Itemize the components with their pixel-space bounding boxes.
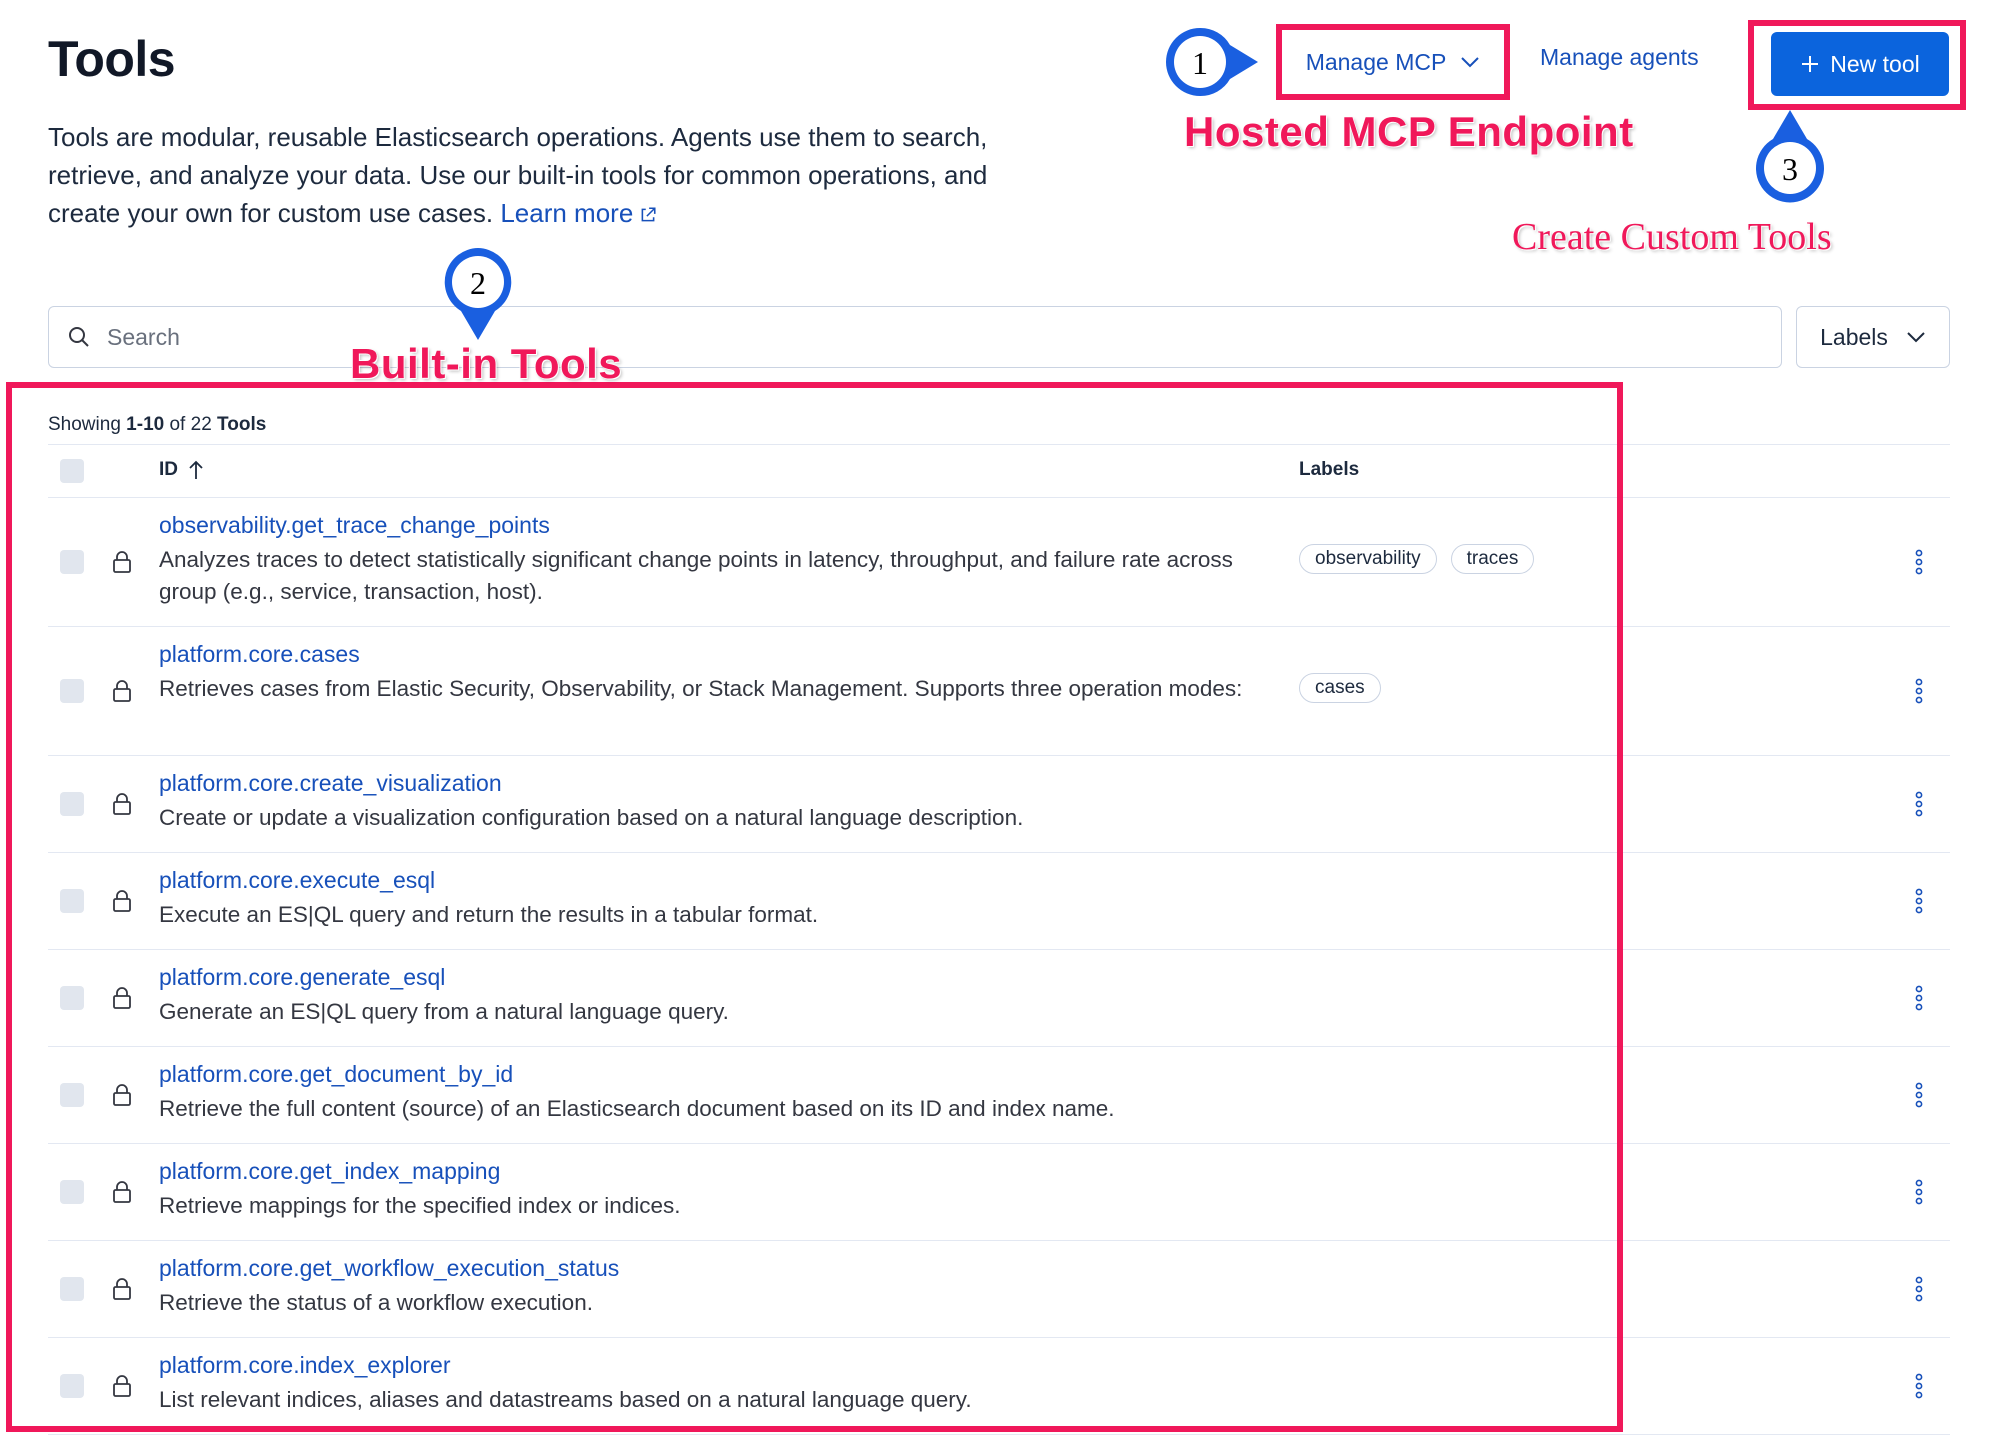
marker-2-number: 2 — [470, 265, 486, 301]
annotation-box-built-in-tools — [6, 382, 1623, 1432]
annotation-label-custom-tools: Create Custom Tools — [1512, 216, 1832, 258]
tool-id-link[interactable]: platform.core.get_document_by_id — [159, 1061, 514, 1087]
search-box — [48, 306, 1782, 368]
external-link-icon — [639, 206, 657, 224]
marker-1-number: 1 — [1192, 45, 1208, 81]
row-actions-kebab-icon[interactable] — [1914, 1373, 1924, 1399]
tool-description: Create or update a visualization configuration based on a natural language description. — [159, 805, 1024, 830]
annotation-label-hosted-mcp: Hosted MCP Endpoint — [1184, 108, 1634, 155]
showing-prefix: Showing — [48, 414, 121, 435]
row-actions-kebab-icon[interactable] — [1914, 985, 1924, 1011]
annotation-box-new-tool — [1748, 20, 1966, 110]
search-input[interactable] — [105, 323, 1709, 352]
tool-description: Generate an ES|QL query from a natural language query. — [159, 999, 729, 1024]
row-actions-kebab-icon[interactable] — [1914, 791, 1924, 817]
tool-description: Execute an ES|QL query and return the results in a tabular format. — [159, 902, 819, 927]
tool-id-link[interactable]: platform.core.cases — [159, 641, 360, 667]
tool-id-link[interactable]: platform.core.generate_esql — [159, 964, 446, 990]
learn-more-label: Learn more — [500, 198, 634, 228]
search-icon — [67, 325, 91, 349]
showing-total: 22 — [190, 414, 212, 435]
manage-mcp-label: Manage MCP — [1305, 48, 1447, 75]
showing-suffix: Tools — [217, 414, 267, 435]
annotation-marker-2 — [440, 244, 516, 344]
tool-id-link[interactable]: platform.core.index_explorer — [159, 1352, 451, 1378]
labels-filter-label: Labels — [1820, 323, 1888, 350]
page-description — [48, 118, 1058, 232]
annotation-box-manage-mcp — [1276, 24, 1510, 100]
label-badge[interactable]: observability — [1299, 544, 1437, 574]
annotation-label-built-in-tools: Built-in Tools — [350, 340, 623, 387]
row-actions-kebab-icon[interactable] — [1914, 1276, 1924, 1302]
column-header-labels: Labels — [1299, 459, 1360, 480]
label-badge[interactable]: cases — [1299, 673, 1381, 703]
annotation-marker-3 — [1752, 106, 1828, 206]
showing-of: of — [169, 414, 186, 435]
tool-description: Retrieve the full content (source) of an Elasticsearch document based on its ID and index name. — [159, 1096, 1115, 1121]
row-actions-kebab-icon[interactable] — [1914, 549, 1924, 575]
row-actions-kebab-icon[interactable] — [1914, 1082, 1924, 1108]
showing-range: 1-10 — [126, 414, 165, 435]
new-tool-label: New tool — [1830, 50, 1920, 77]
row-actions-kebab-icon[interactable] — [1914, 888, 1924, 914]
tool-description: List relevant indices, aliases and datastreams based on a natural language query. — [159, 1387, 972, 1412]
column-id-label: ID — [159, 459, 178, 480]
label-badge[interactable]: traces — [1451, 544, 1535, 574]
page-title: Tools — [48, 31, 176, 87]
learn-more-link[interactable] — [500, 198, 657, 228]
tool-description: Retrieve the status of a workflow execution. — [159, 1290, 593, 1315]
marker-3-number: 3 — [1782, 151, 1798, 187]
tool-id-link[interactable]: observability.get_trace_change_points — [159, 512, 550, 538]
chevron-down-icon — [1906, 331, 1926, 343]
labels-filter-button[interactable] — [1796, 306, 1950, 368]
tool-id-link[interactable]: platform.core.get_index_mapping — [159, 1158, 501, 1184]
manage-agents-button[interactable]: Manage agents — [1540, 44, 1699, 70]
description-text: Tools are modular, reusable Elasticsearch operations. Agents use them to search, retrieve, and analyze your data. Use our built-in tools for common operations, and create your own for custom use cases. — [48, 122, 988, 228]
row-actions-kebab-icon[interactable] — [1914, 1179, 1924, 1205]
tool-description: Retrieves cases from Elastic Security, Observability, or Stack Management. Supports three operation modes: — [159, 676, 1243, 701]
row-actions-kebab-icon[interactable] — [1914, 678, 1924, 704]
tool-id-link[interactable]: platform.core.execute_esql — [159, 867, 436, 893]
annotation-marker-1 — [1162, 24, 1266, 100]
tool-id-link[interactable]: platform.core.get_workflow_execution_status — [159, 1255, 620, 1281]
tool-description: Retrieve mappings for the specified index or indices. — [159, 1193, 681, 1218]
tool-id-link[interactable]: platform.core.create_visualization — [159, 770, 502, 796]
tool-description: Analyzes traces to detect statistically significant change points in latency, throughput, and failure rate across group (e.g., service, transaction, host). — [159, 547, 1233, 604]
